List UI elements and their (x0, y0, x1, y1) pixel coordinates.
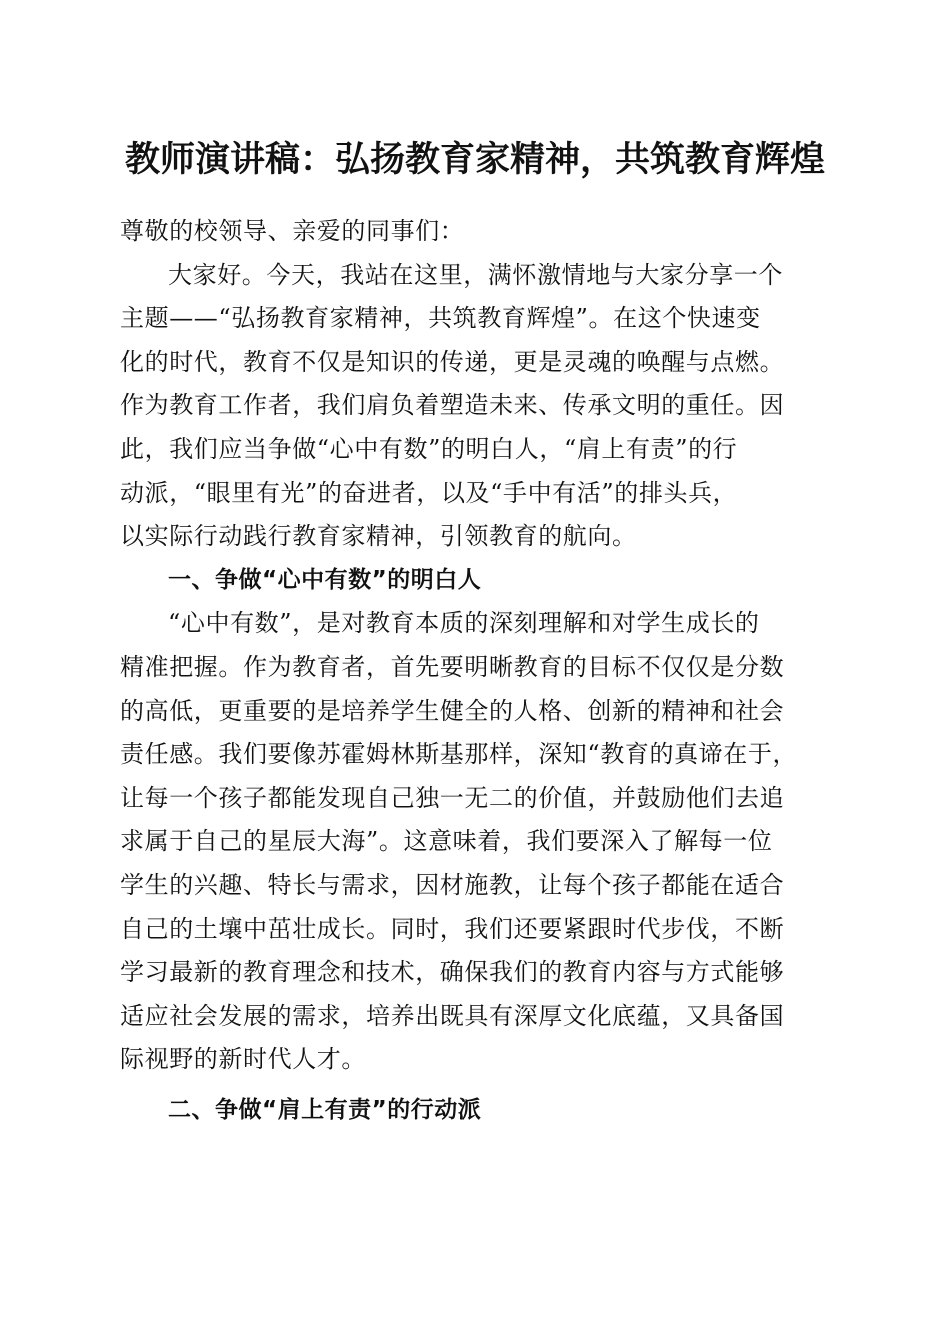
paragraph-line: 精准把握。作为教育者，首先要明晰教育的目标不仅仅是分数 (120, 652, 785, 681)
section-spacer (120, 1082, 830, 1089)
paragraph-line: 以实际行动践行教育家精神，引领教育的航向。 (120, 522, 637, 551)
paragraph-line: 责任感。我们要像苏霍姆林斯基那样，深知“教育的真谛在于， (120, 740, 798, 769)
paragraph-line: 动派，“眼里有光”的奋进者，以及“手中有活”的排头兵， (120, 478, 738, 507)
paragraph-line: 求属于自己的星辰大海”。这意味着，我们要深入了解每一位 (120, 827, 773, 856)
paragraph-line: 此，我们应当争做“心中有数”的明白人，“肩上有责”的行 (120, 434, 738, 463)
paragraph-line: 作为教育工作者，我们肩负着塑造未来、传承文明的重任。因 (120, 391, 785, 420)
section-heading-2: 二、争做“肩上有责”的行动派 (168, 1096, 482, 1123)
section-heading-1: 一、争做“心中有数”的明白人 (168, 566, 482, 593)
paragraph-line: “心中有数”，是对教育本质的深刻理解和对学生成长的 (168, 609, 760, 638)
paragraph-line: 学生的兴趣、特长与需求，因材施教，让每个孩子都能在适合 (120, 870, 785, 899)
paragraph-line: 的高低，更重要的是培养学生健全的人格、创新的精神和社会 (120, 696, 785, 725)
paragraph-line: 主题——“弘扬教育家精神，共筑教育辉煌”。在这个快速变 (120, 304, 761, 333)
paragraph-line: 际视野的新时代人才。 (120, 1045, 366, 1074)
intro-paragraph (120, 254, 830, 559)
paragraph-line: 自己的土壤中茁壮成长。同时，我们还要紧跟时代步伐，不断 (120, 914, 785, 943)
paragraph-line: 化的时代，教育不仅是知识的传递，更是灵魂的唤醒与点燃。 (120, 347, 785, 376)
greeting-line: 尊敬的校领导、亲爱的同事们： (120, 217, 465, 245)
document-title: 教师演讲稿：弘扬教育家精神，共筑教育辉煌 (124, 139, 825, 180)
document-body (120, 210, 830, 1132)
paragraph-line: 大家好。今天，我站在这里，满怀激情地与大家分享一个 (168, 260, 783, 289)
section1-paragraph (120, 602, 830, 1082)
paragraph-line: 适应社会发展的需求，培养出既具有深厚文化底蕴，又具备国 (120, 1001, 785, 1030)
paragraph-line: 学习最新的教育理念和技术，确保我们的教育内容与方式能够 (120, 958, 785, 987)
paragraph-line: 让每一个孩子都能发现自己独一无二的价值，并鼓励他们去追 (120, 783, 785, 812)
